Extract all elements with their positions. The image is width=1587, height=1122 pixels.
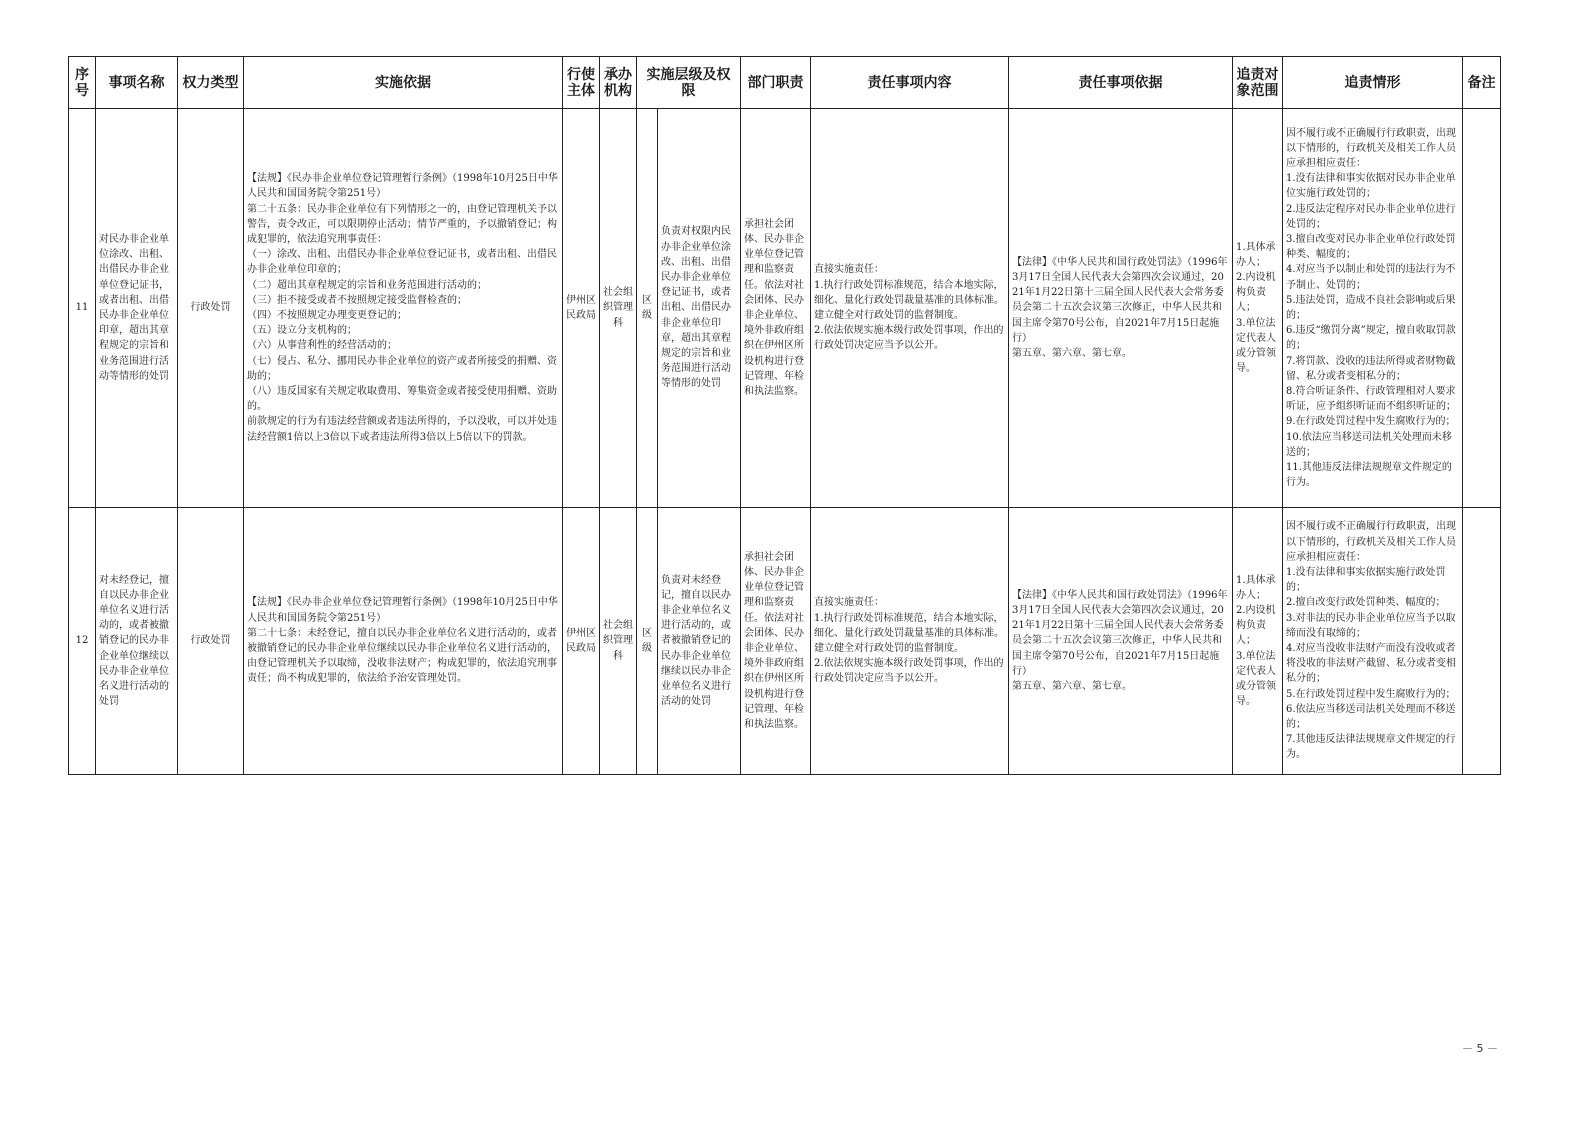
header-name: 事项名称 xyxy=(96,57,178,109)
header-scope: 追责对象范围 xyxy=(1233,57,1283,109)
header-basis: 实施依据 xyxy=(244,57,563,109)
cell-dept-duty: 承担社会团体、民办非企业单位登记管理和监察责任。依法对社会团体、民办非企业单位、境外非政府组织在伊州区所设机构进行登记管理、年检和执法监察。 xyxy=(741,508,811,775)
cell-seq: 12 xyxy=(69,508,96,775)
cell-dept-duty: 承担社会团体、民办非企业单位登记管理和监察责任。依法对社会团体、民办非企业单位、境外非政府组织在伊州区所设机构进行登记管理、年检和执法监察。 xyxy=(741,109,811,508)
header-situation: 追责情形 xyxy=(1283,57,1463,109)
page-number: － 5 － xyxy=(1462,1042,1498,1055)
cell-level: 区级 xyxy=(637,508,658,775)
cell-level: 区级 xyxy=(637,109,658,508)
cell-level-scope: 负责对未经登记，擅自以民办非企业单位名义进行活动的，或者被撤销登记的民办非企业单位继续以民办非企业单位名义进行活动的处罚 xyxy=(658,508,741,775)
cell-situation: 因不履行或不正确履行行政职责，出现以下情形的，行政机关及相关工作人员应承担相应责任： 1.没有法律和事实依据实施行政处罚的； 2.擅自改变行政处罚种类、幅度的； 3.对非法的民办非企业单位应当予以取缔而没有取缔的； 4.对应当没收非法财产而没有没收或者将没收的非法财产截留、私分或者变相私分的； 5.在行政处罚过程中发生腐败行为的； 6.依法应当移送司法机关处理而不移送的； 7.其他违反法律法规规章文件规定的行为。 xyxy=(1283,508,1463,775)
cell-basis: 【法规】《民办非企业单位登记管理暂行条例》（1998年10月25日中华人民共和国国务院令第251号） 第二十五条：民办非企业单位有下列情形之一的，由登记管理机关予以警告，责令改正，可以限期停止活动；情节严重的，予以撤销登记；构成犯罪的，依法追究刑事责任： （一）涂改、出租、出借民办非企业单位登记证书，或者出租、出借民办非企业单位印章的； （二）超出其章程规定的宗旨和业务范围进行活动的； （三）拒不接受或者不按照规定接受监督检查的； （四）不按照规定办理变更登记的； （五）设立分支机构的； （六）从事营利性的经营活动的； （七）侵占、私分、挪用民办非企业单位的资产或者所接受的捐赠、资助的； （八）违反国家有关规定收取费用、筹集资金或者接受使用捐赠、资助的。 前款规定的行为有违法经营额或者违法所得的，予以没收，可以并处违法经营额1倍以上3倍以下或者违法所得3倍以上5倍以下的罚款。 xyxy=(244,109,563,508)
responsibility-table xyxy=(68,56,1501,775)
cell-scope: 1.具体承办人； 2.内设机构负责人； 3.单位法定代表人或分管领导。 xyxy=(1233,109,1283,508)
cell-resp-basis: 【法律】《中华人民共和国行政处罚法》（1996年3月17日全国人民代表大会第四次会议通过，2021年1月22日第十三届全国人民代表大会常务委员会第二十五次会议第三次修正，中华人民共和国主席令第70号公布，自2021年7月15日起施行） 第五章、第六章、第七章。 xyxy=(1009,109,1233,508)
cell-subject: 伊州区民政局 xyxy=(563,508,600,775)
cell-resp-content: 直接实施责任： 1.执行行政处罚标准规范，结合本地实际，细化、量化行政处罚裁量基准的具体标准。建立健全对行政处罚的监督制度。 2.依法依规实施本级行政处罚事项，作出的行政处罚决定应当予以公开。 xyxy=(811,508,1009,775)
header-power-type: 权力类型 xyxy=(178,57,244,109)
cell-name: 对未经登记，擅自以民办非企业单位名义进行活动的，或者被撤销登记的民办非企业单位继续以民办非企业单位名义进行活动的处罚 xyxy=(96,508,178,775)
header-org: 承办机构 xyxy=(600,57,637,109)
header-seq: 序号 xyxy=(69,57,96,109)
cell-scope: 1.具体承办人； 2.内设机构负责人； 3.单位法定代表人或分管领导。 xyxy=(1233,508,1283,775)
cell-subject: 伊州区民政局 xyxy=(563,109,600,508)
cell-resp-content: 直接实施责任： 1.执行行政处罚标准规范，结合本地实际，细化、量化行政处罚裁量基准的具体标准。建立健全对行政处罚的监督制度。 2.依法依规实施本级行政处罚事项，作出的行政处罚决定应当予以公开。 xyxy=(811,109,1009,508)
cell-remark xyxy=(1463,109,1501,508)
header-row xyxy=(69,57,1501,109)
header-subject: 行使主体 xyxy=(563,57,600,109)
cell-remark xyxy=(1463,508,1501,775)
cell-org: 社会组织管理科 xyxy=(600,109,637,508)
cell-resp-basis: 【法律】《中华人民共和国行政处罚法》（1996年3月17日全国人民代表大会第四次会议通过，2021年1月22日第十三届全国人民代表大会常务委员会第二十五次会议第三次修正，中华人民共和国主席令第70号公布，自2021年7月15日起施行） 第五章、第六章、第七章。 xyxy=(1009,508,1233,775)
table-row xyxy=(69,109,1501,508)
header-resp-content: 责任事项内容 xyxy=(811,57,1009,109)
cell-name: 对民办非企业单位涂改、出租、出借民办非企业单位登记证书，或者出租、出借民办非企业单位印章，超出其章程规定的宗旨和业务范围进行活动等情形的处罚 xyxy=(96,109,178,508)
header-remark: 备注 xyxy=(1463,57,1501,109)
cell-seq: 11 xyxy=(69,109,96,508)
cell-level-scope: 负责对权限内民办非企业单位涂改、出租、出借民办非企业单位登记证书，或者出租、出借民办非企业单位印章，超出其章程规定的宗旨和业务范围进行活动等情形的处罚 xyxy=(658,109,741,508)
cell-power-type: 行政处罚 xyxy=(178,109,244,508)
cell-situation: 因不履行或不正确履行行政职责，出现以下情形的，行政机关及相关工作人员应承担相应责任： 1.没有法律和事实依据对民办非企业单位实施行政处罚的； 2.违反法定程序对民办非企业单位进行处罚的； 3.擅自改变对民办非企业单位行政处罚种类、幅度的； 4.对应当予以制止和处罚的违法行为不予制止、处罚的； 5.违法处罚，造成不良社会影响或后果的； 6.违反“缴罚分离”规定，擅自收取罚款的； 7.将罚款、没收的违法所得或者财物截留、私分或者变相私分的； 8.符合听证条件、行政管理相对人要求听证，应予组织听证而不组织听证的； 9.在行政处罚过程中发生腐败行为的； 10.依法应当移送司法机关处理而未移送的； 11.其他违反法律法规规章文件规定的行为。 xyxy=(1283,109,1463,508)
header-dept-duty: 部门职责 xyxy=(741,57,811,109)
table-row xyxy=(69,508,1501,775)
header-level: 实施层级及权限 xyxy=(637,57,741,109)
cell-power-type: 行政处罚 xyxy=(178,508,244,775)
cell-basis: 【法规】《民办非企业单位登记管理暂行条例》（1998年10月25日中华人民共和国国务院令第251号） 第二十七条：未经登记，擅自以民办非企业单位名义进行活动的，或者被撤销登记的民办非企业单位继续以民办非企业单位名义进行活动的，由登记管理机关予以取缔，没收非法财产；构成犯罪的，依法追究刑事责任；尚不构成犯罪的，依法给予治安管理处罚。 xyxy=(244,508,563,775)
cell-org: 社会组织管理科 xyxy=(600,508,637,775)
header-resp-basis: 责任事项依据 xyxy=(1009,57,1233,109)
